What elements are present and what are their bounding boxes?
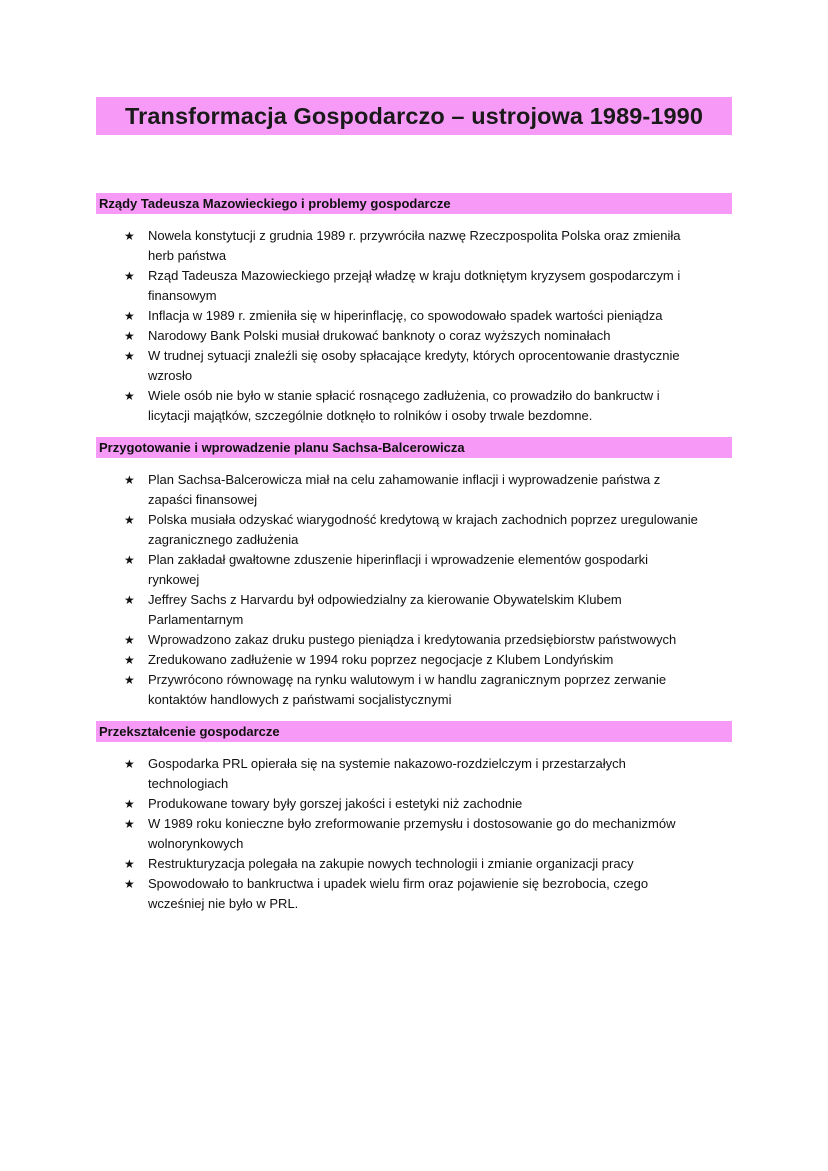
star-icon: ★: [124, 269, 135, 283]
list-item: [96, 854, 732, 874]
list-item: [96, 754, 732, 794]
section-sachs-balcerowicz: [96, 437, 732, 710]
list-item-text: Produkowane towary były gorszej jakości i estetyki niż zachodnie: [148, 796, 523, 811]
list-item-text: Rząd Tadeusza Mazowieckiego przejął władzę w kraju dotkniętym kryzysem gospodarczym i finansowym: [148, 268, 681, 303]
star-icon: ★: [124, 757, 135, 771]
list-item-text: Przywrócono równowagę na rynku walutowym i w handlu zagranicznym poprzez zerwanie kontaktów handlowych z państwami socjalistycznymi: [148, 672, 667, 707]
star-icon: ★: [124, 349, 135, 363]
list-item-text: Plan zakładał gwałtowne zduszenie hiperinflacji i wprowadzenie elementów gospodarki rynkowej: [148, 552, 649, 587]
list-item: [96, 590, 732, 630]
list-item-text: Zredukowano zadłużenie w 1994 roku poprzez negocjacje z Klubem Londyńskim: [148, 652, 614, 667]
list-item: [96, 794, 732, 814]
list-item: [96, 306, 732, 326]
list-item-text: Inflacja w 1989 r. zmieniła się w hiperinflację, co spowodowało spadek wartości pieniądza: [148, 308, 663, 323]
list-item-text: Narodowy Bank Polski musiał drukować banknoty o coraz wyższych nominałach: [148, 328, 611, 343]
bullet-list: [96, 226, 732, 426]
list-item: [96, 814, 732, 854]
list-item: [96, 550, 732, 590]
list-item-text: W 1989 roku konieczne było zreformowanie przemysłu i dostosowanie go do mechanizmów wolnorynkowych: [148, 816, 676, 851]
list-item: [96, 326, 732, 346]
star-icon: ★: [124, 229, 135, 243]
list-item: [96, 650, 732, 670]
title-banner: [96, 97, 732, 135]
list-item-text: Polska musiała odzyskać wiarygodność kredytową w krajach zachodnich poprzez uregulowanie zagranicznego zadłużenia: [148, 512, 698, 547]
star-icon: ★: [124, 857, 135, 871]
list-item: [96, 874, 732, 914]
star-icon: ★: [124, 593, 135, 607]
star-icon: ★: [124, 553, 135, 567]
section-header: Rządy Tadeusza Mazowieckiego i problemy gospodarcze: [96, 193, 732, 214]
star-icon: ★: [124, 513, 135, 527]
bullet-list: [96, 754, 732, 914]
list-item-text: Wprowadzono zakaz druku pustego pieniądza i kredytowania przedsiębiorstw państwowych: [148, 632, 677, 647]
list-item-text: Spowodowało to bankructwa i upadek wielu firm oraz pojawienie się bezrobocia, czego wcześniej nie było w PRL.: [148, 876, 649, 911]
star-icon: ★: [124, 473, 135, 487]
star-icon: ★: [124, 329, 135, 343]
list-item: [96, 266, 732, 306]
star-icon: ★: [124, 633, 135, 647]
list-item-text: Plan Sachsa-Balcerowicza miał na celu zahamowanie inflacji i wyprowadzenie państwa z zapaści finansowej: [148, 472, 661, 507]
list-item-text: Restrukturyzacja polegała na zakupie nowych technologii i zmianie organizacji pracy: [148, 856, 634, 871]
star-icon: ★: [124, 309, 135, 323]
star-icon: ★: [124, 817, 135, 831]
section-mazowiecki: [96, 193, 732, 426]
list-item-text: Nowela konstytucji z grudnia 1989 r. przywróciła nazwę Rzeczpospolita Polska oraz zmieniła herb państwa: [148, 228, 681, 263]
list-item-text: Gospodarka PRL opierała się na systemie nakazowo-rozdzielczym i przestarzałych technologiach: [148, 756, 626, 791]
list-item: [96, 670, 732, 710]
list-item: [96, 226, 732, 266]
list-item: [96, 470, 732, 510]
list-item-text: Wiele osób nie było w stanie spłacić rosnącego zadłużenia, co prowadziło do bankructw i licytacji majątków, szczególnie dotknęło to rolników i osoby trwale bezdomne.: [148, 388, 660, 423]
section-header: Przekształcenie gospodarcze: [96, 721, 732, 742]
list-item: [96, 346, 732, 386]
star-icon: ★: [124, 877, 135, 891]
bullet-list: [96, 470, 732, 710]
star-icon: ★: [124, 389, 135, 403]
list-item-text: Jeffrey Sachs z Harvardu był odpowiedzialny za kierowanie Obywatelskim Klubem Parlamentarnym: [148, 592, 622, 627]
list-item: [96, 630, 732, 650]
list-item-text: W trudnej sytuacji znaleźli się osoby spłacające kredyty, których oprocentowanie drastycznie wzrosło: [148, 348, 680, 383]
star-icon: ★: [124, 797, 135, 811]
section-przeksztalcenie: [96, 721, 732, 914]
page-title: Transformacja Gospodarczo – ustrojowa 1989-1990: [124, 102, 704, 129]
list-item: [96, 386, 732, 426]
star-icon: ★: [124, 653, 135, 667]
section-header: Przygotowanie i wprowadzenie planu Sachsa-Balcerowicza: [96, 437, 732, 458]
list-item: [96, 510, 732, 550]
star-icon: ★: [124, 673, 135, 687]
